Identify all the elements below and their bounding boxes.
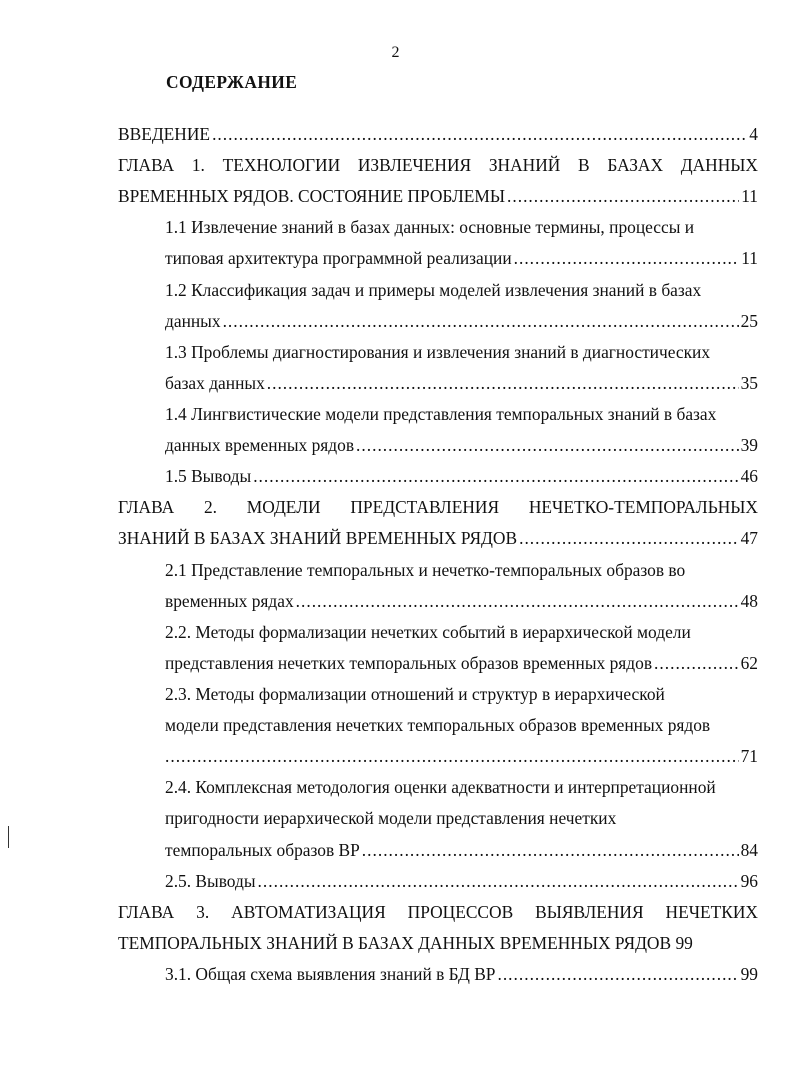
toc-chapter-2-line-2[interactable] bbox=[118, 526, 758, 550]
toc-entry-title: 3.1. Общая схема выявления знаний в БД ВР bbox=[165, 964, 496, 984]
toc-section-1-1-line-2[interactable] bbox=[165, 246, 758, 270]
toc-section-2-3-line-1[interactable]: 2.3. Методы формализации отношений и структур в иерархической bbox=[165, 684, 665, 704]
toc-entry-page: 48 bbox=[740, 591, 758, 611]
toc-entry-title: представления нечетких темпоральных образов временных рядов bbox=[165, 653, 653, 673]
toc-entry-page: 25 bbox=[740, 311, 758, 331]
toc-section-2-1-line-2[interactable] bbox=[165, 589, 758, 613]
toc-entry-page: 47 bbox=[740, 528, 758, 548]
toc-section-1-3-line-1[interactable]: 1.3 Проблемы диагностирования и извлечения знаний в диагностических bbox=[165, 342, 711, 362]
dot-leader bbox=[519, 526, 739, 550]
toc-section-1-3-line-2[interactable] bbox=[165, 371, 758, 395]
toc-entry-title: данных временных рядов bbox=[165, 435, 355, 455]
toc-entry-title: 2.5. Выводы bbox=[165, 871, 256, 891]
toc-section-2-4-line-1[interactable]: 2.4. Комплексная методология оценки адекватности и интерпретационной bbox=[165, 777, 716, 797]
toc-entry-page: 39 bbox=[740, 435, 758, 455]
dot-leader bbox=[258, 869, 739, 893]
toc-entry-title: 1.5 Выводы bbox=[165, 466, 252, 486]
toc-entry-title: ТЕМПОРАЛЬНЫХ ЗНАНИЙ В БАЗАХ ДАННЫХ ВРЕМЕННЫХ РЯДОВ bbox=[118, 933, 672, 953]
toc-entry-page: 35 bbox=[740, 373, 758, 393]
toc-entry-title: данных bbox=[165, 311, 221, 331]
toc-entry-title: ЗНАНИЙ В БАЗАХ ЗНАНИЙ ВРЕМЕННЫХ РЯДОВ bbox=[118, 528, 518, 548]
toc-entry-title: ВРЕМЕННЫХ РЯДОВ. СОСТОЯНИЕ ПРОБЛЕМЫ bbox=[118, 186, 506, 206]
toc-section-1-5[interactable] bbox=[165, 464, 758, 488]
toc-section-1-1-line-1[interactable]: 1.1 Извлечение знаний в базах данных: основные термины, процессы и bbox=[165, 217, 695, 237]
page-number: 2 bbox=[391, 44, 400, 61]
toc-entry-title: базах данных bbox=[165, 373, 265, 393]
dot-leader bbox=[253, 464, 738, 488]
scan-margin-mark bbox=[8, 826, 9, 848]
toc-entry-page: 96 bbox=[740, 871, 758, 891]
dot-leader bbox=[223, 309, 739, 333]
toc-entry-title: темпоральных образов ВР bbox=[165, 840, 360, 860]
toc-entry-page: 99 bbox=[675, 933, 693, 953]
toc-entry-page: 71 bbox=[740, 746, 758, 766]
dot-leader bbox=[497, 962, 738, 986]
toc-entry-intro[interactable] bbox=[118, 122, 758, 146]
dot-leader bbox=[165, 744, 739, 768]
toc-entry-page: 11 bbox=[741, 186, 758, 206]
toc-entry-page: 84 bbox=[740, 840, 758, 860]
dot-leader bbox=[296, 589, 739, 613]
toc-section-2-3-line-3[interactable] bbox=[165, 744, 758, 768]
toc-section-2-4-line-2[interactable]: пригодности иерархической модели представления нечетких bbox=[165, 808, 617, 828]
toc-entry-title: ВВЕДЕНИЕ bbox=[118, 124, 211, 144]
toc-entry-page: 99 bbox=[740, 964, 758, 984]
dot-leader bbox=[356, 433, 739, 457]
toc-section-1-2-line-2[interactable] bbox=[165, 309, 758, 333]
toc-section-2-3-line-2[interactable]: модели представления нечетких темпоральных образов временных рядов bbox=[165, 715, 711, 735]
dot-leader bbox=[507, 184, 739, 208]
toc-entry-page: 62 bbox=[740, 653, 758, 673]
toc-section-2-1-line-1[interactable]: 2.1 Представление темпоральных и нечетко-темпоральных образов во bbox=[165, 560, 686, 580]
toc-entry-page: 11 bbox=[741, 248, 758, 268]
toc-entry-title: типовая архитектура программной реализации bbox=[165, 248, 512, 268]
toc-chapter-2-line-1[interactable]: ГЛАВА 2. МОДЕЛИ ПРЕДСТАВЛЕНИЯ НЕЧЕТКО-ТЕМПОРАЛЬНЫХ bbox=[118, 497, 758, 517]
toc-chapter-3-line-2[interactable] bbox=[118, 931, 758, 955]
dot-leader bbox=[267, 371, 739, 395]
toc-section-3-1[interactable] bbox=[165, 962, 758, 986]
dot-leader bbox=[362, 838, 739, 862]
toc-section-2-5[interactable] bbox=[165, 869, 758, 893]
toc-entry-page: 46 bbox=[740, 466, 758, 486]
toc-section-1-4-line-2[interactable] bbox=[165, 433, 758, 457]
toc-section-2-2-line-1[interactable]: 2.2. Методы формализации нечетких событий в иерархической модели bbox=[165, 622, 691, 642]
toc-entry-page: 4 bbox=[749, 124, 758, 144]
toc-section-2-2-line-2[interactable] bbox=[165, 651, 758, 675]
dot-leader bbox=[654, 651, 739, 675]
toc-chapter-3-line-1[interactable]: ГЛАВА 3. АВТОМАТИЗАЦИЯ ПРОЦЕССОВ ВЫЯВЛЕНИЯ НЕЧЕТКИХ bbox=[118, 902, 758, 922]
toc-chapter-1-line-1[interactable]: ГЛАВА 1. ТЕХНОЛОГИИ ИЗВЛЕЧЕНИЯ ЗНАНИЙ В БАЗАХ ДАННЫХ bbox=[118, 155, 758, 175]
toc-section-1-4-line-1[interactable]: 1.4 Лингвистические модели представления темпоральных знаний в базах bbox=[165, 404, 717, 424]
dot-leader bbox=[212, 122, 747, 146]
toc-section-2-4-line-3[interactable] bbox=[165, 838, 758, 862]
page-title: СОДЕРЖАНИЕ bbox=[166, 72, 298, 92]
dot-leader bbox=[514, 246, 740, 270]
toc-section-1-2-line-1[interactable]: 1.2 Классификация задач и примеры моделей извлечения знаний в базах bbox=[165, 280, 702, 300]
toc-chapter-1-line-2[interactable] bbox=[118, 184, 758, 208]
toc-entry-title: временных рядах bbox=[165, 591, 294, 611]
